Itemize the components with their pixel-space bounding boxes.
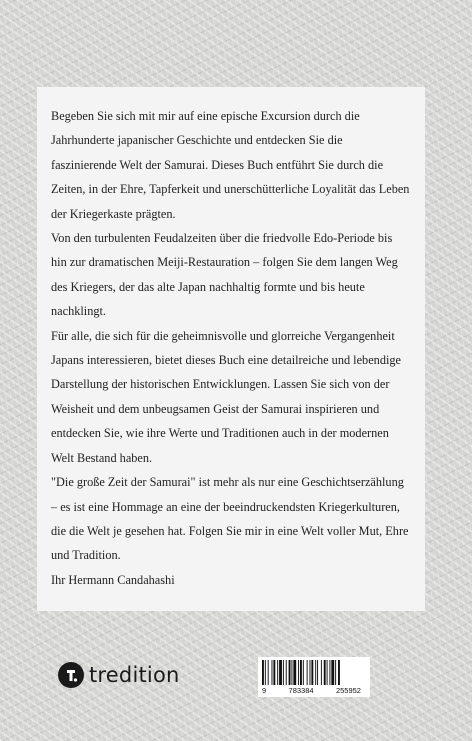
blurb-paragraph-4: "Die große Zeit der Samurai" ist mehr als nur eine Geschichtserzählung – es ist eine Hommage an eine der beeindruckendsten Kriegerkulturen, die die Welt je gesehen hat. Folgen Sie mir in eine Welt voller Mut, Ehre und Tradition. (51, 475, 409, 563)
barcode-bar (338, 660, 340, 685)
barcode-bar (286, 660, 287, 685)
barcode-bar (289, 660, 291, 685)
barcode-bar (327, 660, 328, 685)
barcode-bar (277, 660, 278, 685)
barcode-bar (310, 660, 311, 685)
blurb-panel (37, 87, 425, 611)
blurb-text (51, 104, 411, 592)
barcode-bar (335, 660, 336, 685)
barcode-digits-group2: 255952 (335, 686, 361, 695)
barcode-bar (262, 660, 264, 685)
barcode-bar (273, 660, 275, 685)
barcode-number (261, 686, 367, 695)
barcode-bars (261, 660, 367, 685)
barcode-bar (283, 660, 284, 685)
barcode-bar (324, 660, 326, 685)
barcode-digit-first: 9 (262, 686, 267, 695)
barcode-bar (315, 660, 316, 685)
barcode-bar (307, 660, 308, 685)
barcode-bar (298, 660, 299, 685)
publisher-logo (58, 660, 180, 690)
barcode-bar (311, 660, 313, 685)
blurb-paragraph-3: Für alle, die sich für die geheimnisvolle und glorreiche Vergangenheit Japans interessieren, bietet dieses Buch eine detailreiche und lebendige Darstellung der historischen Entwicklungen. Lassen Sie sich von der Weisheit und dem unbeugsamen Geist der Samurai inspirieren und entdecken Sie, wie ihre Werte und Traditionen auch in der modernen Welt Bestand haben. (51, 328, 401, 465)
barcode-digits-group1: 783384 (288, 686, 314, 695)
publisher-name: tredition (89, 663, 180, 687)
blurb-paragraph-1: Begeben Sie sich mit mir auf eine epische Excursion durch die Jahrhunderte japanischer Geschichte und entdecken Sie die faszinierende Welt der Samurai. Dieses Buch entführt Sie durch die Zeiten, in der Ehre, Tapferkeit und unerschütterliche Loyalität das Leben der Kriegerkaste prägten. (51, 109, 410, 221)
barcode-bar (303, 660, 304, 685)
barcode-bar (268, 660, 269, 685)
tredition-logo-icon (58, 662, 84, 688)
barcode-bar (321, 660, 322, 685)
barcode-bar (331, 660, 334, 685)
barcode-bar (291, 660, 292, 685)
barcode-bar (300, 660, 302, 685)
barcode-bar (293, 660, 296, 685)
author-signature: Ihr Hermann Candahashi (51, 572, 175, 587)
barcode-bar (279, 660, 282, 685)
barcode-bar (329, 660, 330, 685)
isbn-barcode (258, 657, 370, 697)
blurb-paragraph-2: Von den turbulenten Feudalzeiten über die friedvolle Edo-Periode bis hin zur dramatischen Meiji-Restauration – folgen Sie dem langen Weg des Kriegers, der das alte Japan nachhaltig formte und bis heute nachklingt. (51, 231, 398, 319)
barcode-bar (317, 660, 318, 685)
barcode-bar (272, 660, 273, 685)
barcode-bar (265, 660, 266, 685)
